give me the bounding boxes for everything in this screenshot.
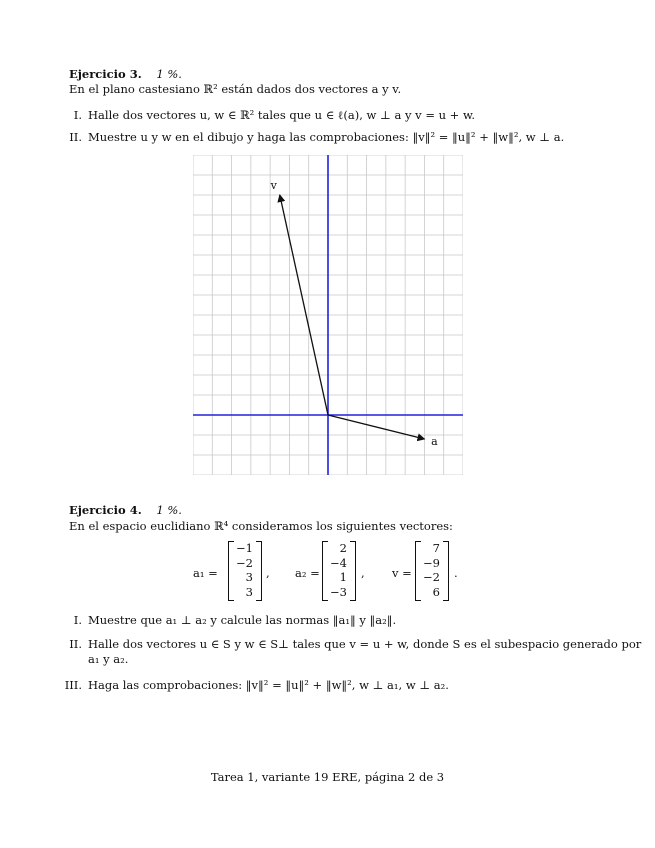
ex4-item-1-text: Muestre que a₁ ⊥ a₂ y calcule las normas ‖a₁‖ y ‖a₂‖. <box>88 613 397 627</box>
ex4-item-3 <box>64 678 449 692</box>
vector-v-entry: 7 <box>432 541 440 555</box>
ex4-item-1 <box>64 613 396 627</box>
vector-a-label: a <box>431 435 438 448</box>
ex3-item-2-number: II. <box>69 130 82 144</box>
vector-a2-entry: −4 <box>330 555 347 570</box>
vector-figure <box>193 155 463 475</box>
vector-v-arrow <box>280 195 328 415</box>
vector-v-entry: −9 <box>423 555 440 570</box>
ex4-percentage: 1 %. <box>156 503 182 517</box>
ex3-heading <box>69 67 182 81</box>
vector-a2-entry: 1 <box>339 570 347 584</box>
vector-a2-punct: , <box>361 566 365 580</box>
ex4-intro: En el espacio euclidiano ℝ⁴ consideramos los siguientes vectores: <box>69 519 453 533</box>
page-footer: Tarea 1, variante 19 ERE, página 2 de 3 <box>210 770 445 784</box>
vector-a1-matrix <box>228 541 262 601</box>
vector-v-label: v <box>270 179 277 192</box>
ex3-item-1-text: Halle dos vectores u, w ∈ ℝ² tales que u ∈ ℓ(a), w ⊥ a y v = u + w. <box>88 108 476 122</box>
vector-v-matrix <box>415 541 449 601</box>
ex4-item-1-number: I. <box>73 613 82 627</box>
ex4-heading <box>69 503 182 517</box>
ex4-item-2-number: II. <box>69 637 82 651</box>
ex3-item-1 <box>64 108 475 122</box>
ex3-item-2-text: Muestre u y w en el dibujo y haga las comprobaciones: ‖v‖² = ‖u‖² + ‖w‖², w ⊥ a. <box>88 130 565 144</box>
vector-a1-entry: −2 <box>236 555 253 570</box>
vector-v-entry: −2 <box>423 570 440 584</box>
ex4-item-2 <box>64 637 641 651</box>
vectors <box>270 179 438 448</box>
vector-a2-matrix <box>322 541 356 601</box>
vector-v-name: v = <box>392 566 412 580</box>
ex3-percentage: 1 %. <box>156 67 182 81</box>
ex4-item-3-number: III. <box>64 678 82 692</box>
vector-a2-name: a₂ = <box>295 566 320 580</box>
ex4-item-2-text: Halle dos vectores u ∈ S y w ∈ S⊥ tales que v = u + w, donde S es el subespacio generado por <box>88 637 642 651</box>
ex3-intro: En el plano castesiano ℝ² están dados dos vectores a y v. <box>69 82 402 96</box>
ex3-item-1-number: I. <box>73 108 82 122</box>
vector-a2-entry: 2 <box>339 541 347 555</box>
ex3-item-2 <box>64 130 564 144</box>
vector-a1-entry: −1 <box>236 541 253 555</box>
vector-a2-entry: −3 <box>330 584 347 599</box>
ex3-title: Ejercicio 3. <box>69 67 142 81</box>
ex4-item-2-continued <box>64 652 128 666</box>
ex4-title: Ejercicio 4. <box>69 503 142 517</box>
vector-a1-punct: , <box>266 566 270 580</box>
vector-v-entry: 6 <box>432 584 440 599</box>
vector-a1-entry: 3 <box>245 570 253 584</box>
vector-v-punct: . <box>454 566 458 580</box>
ex4-item-2-text-continued: a₁ y a₂. <box>88 652 129 666</box>
ex4-item-3-text: Haga las comprobaciones: ‖v‖² = ‖u‖² + ‖w‖², w ⊥ a₁, w ⊥ a₂. <box>88 678 449 692</box>
vector-a1-name: a₁ = <box>193 566 218 580</box>
vector-a1-entry: 3 <box>245 584 253 599</box>
